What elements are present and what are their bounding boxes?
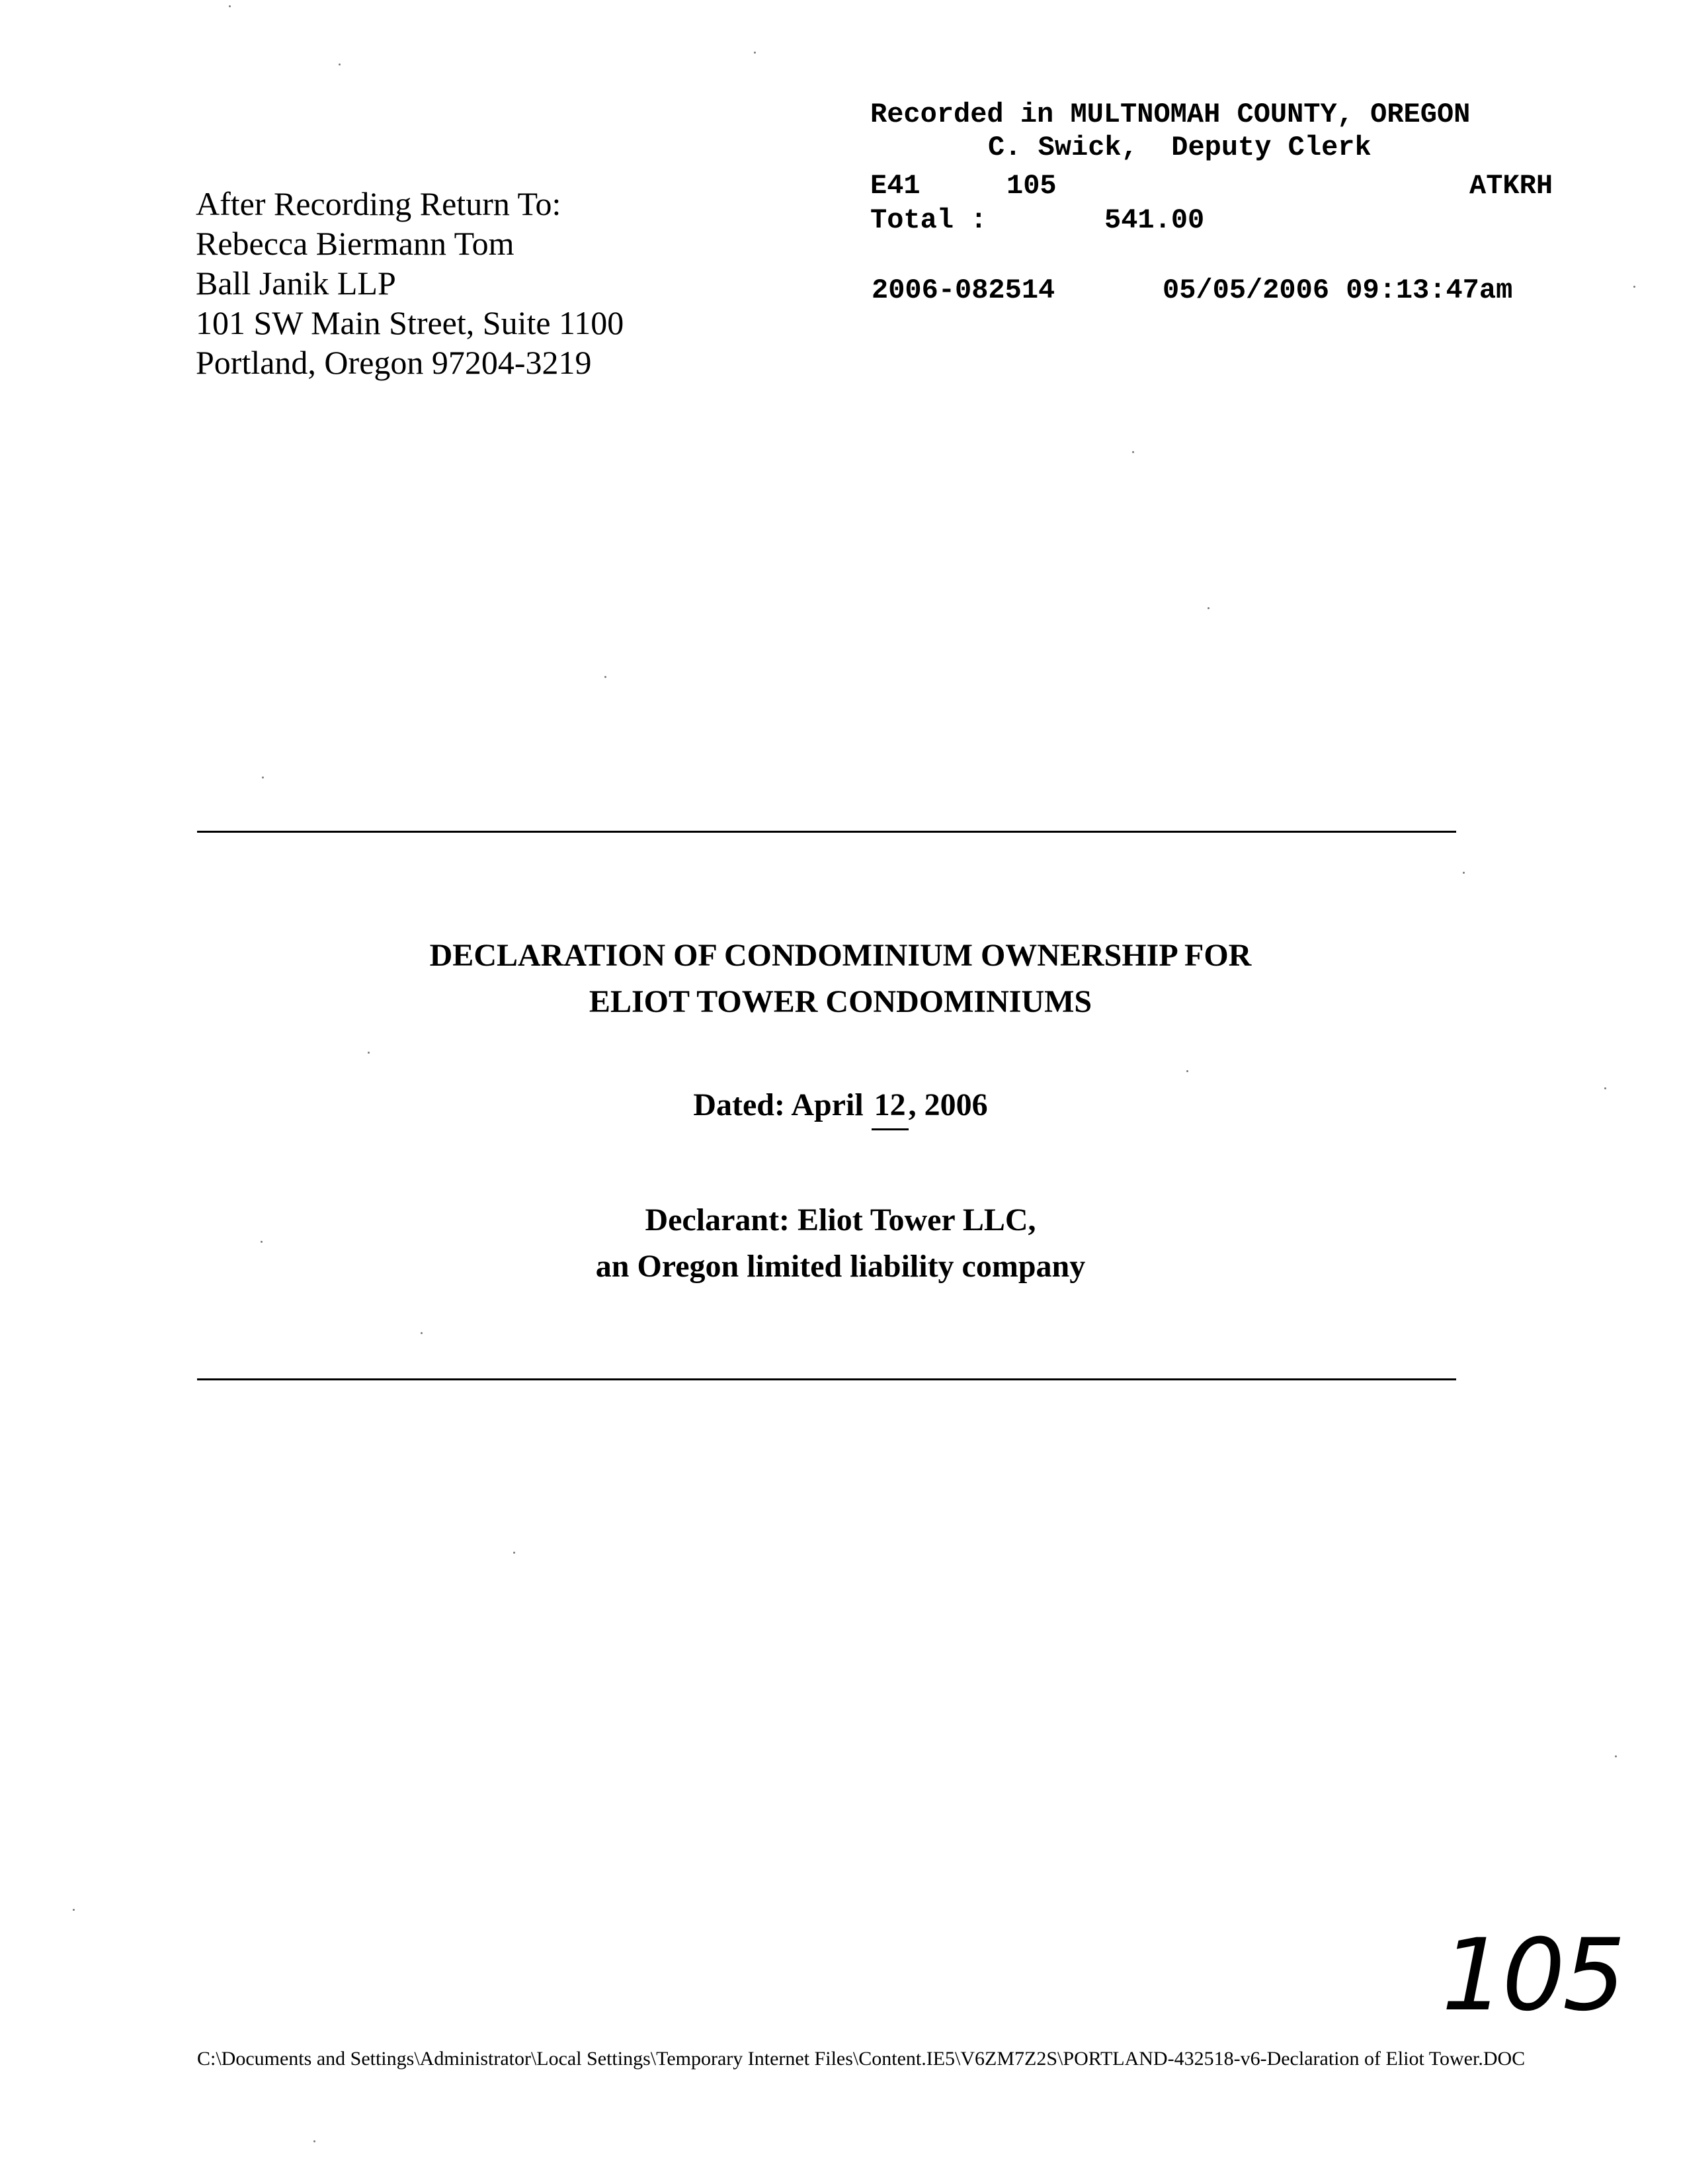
top-divider bbox=[197, 831, 1456, 833]
scan-speck bbox=[261, 1241, 263, 1243]
recording-stamp-line2: C. Swick, Deputy Clerk bbox=[988, 132, 1372, 163]
scan-speck bbox=[73, 1909, 75, 1911]
handwritten-page-count: 105 bbox=[1442, 1918, 1623, 2033]
scan-speck bbox=[421, 1332, 423, 1334]
recording-total-label: Total : bbox=[870, 204, 987, 236]
return-firm: Ball Janik LLP bbox=[196, 265, 396, 302]
declarant-line-1: Declarant: Eliot Tower LLC, bbox=[645, 1202, 1036, 1238]
return-city: Portland, Oregon 97204-3219 bbox=[196, 344, 592, 381]
scan-speck bbox=[754, 52, 756, 54]
return-street: 101 SW Main Street, Suite 1100 bbox=[196, 304, 624, 341]
scan-speck bbox=[339, 63, 341, 65]
scan-speck bbox=[229, 5, 231, 7]
recording-clerk-id: ATKRH bbox=[1469, 170, 1553, 202]
scan-speck bbox=[313, 2140, 315, 2142]
scan-speck bbox=[604, 676, 606, 678]
scan-speck bbox=[1186, 1070, 1188, 1072]
dated-label: Dated: April bbox=[693, 1087, 864, 1122]
bottom-divider bbox=[197, 1378, 1456, 1380]
scan-speck bbox=[1633, 286, 1635, 288]
recording-doc-number: 2006-082514 bbox=[872, 274, 1055, 306]
scan-speck bbox=[262, 777, 264, 778]
scan-speck bbox=[368, 1052, 370, 1054]
dated-day: 12 bbox=[872, 1082, 909, 1130]
return-heading: After Recording Return To: bbox=[196, 185, 561, 222]
declarant-block bbox=[0, 1197, 1681, 1290]
scan-speck bbox=[1208, 607, 1210, 609]
recording-pages: 105 bbox=[1006, 170, 1057, 202]
recording-datetime: 05/05/2006 09:13:47am bbox=[1163, 274, 1513, 306]
recording-total-value: 541.00 bbox=[1104, 204, 1205, 236]
scan-speck bbox=[1604, 1087, 1606, 1089]
declarant-line-2: an Oregon limited liability company bbox=[595, 1249, 1086, 1284]
title-line-1: DECLARATION OF CONDOMINIUM OWNERSHIP FOR bbox=[429, 938, 1252, 973]
return-address-block bbox=[196, 184, 624, 382]
scan-speck bbox=[1463, 872, 1465, 874]
scan-speck bbox=[1615, 1755, 1617, 1757]
recording-code: E41 bbox=[870, 170, 921, 202]
dated-line bbox=[0, 1082, 1681, 1130]
document-title bbox=[0, 933, 1681, 1025]
return-name: Rebecca Biermann Tom bbox=[196, 225, 514, 262]
footer-file-path: C:\Documents and Settings\Administrator\Local Settings\Temporary Internet Files\Content.IE5\V6ZM7Z2S\PORTLAND-432518-v6-Declaration of Eliot Tower.DOC bbox=[197, 2048, 1526, 2070]
scan-speck bbox=[1132, 451, 1134, 453]
scan-speck bbox=[513, 1552, 515, 1554]
dated-year: , 2006 bbox=[908, 1087, 988, 1122]
title-line-2: ELIOT TOWER CONDOMINIUMS bbox=[589, 984, 1092, 1019]
recording-stamp-line1: Recorded in MULTNOMAH COUNTY, OREGON bbox=[870, 99, 1471, 130]
